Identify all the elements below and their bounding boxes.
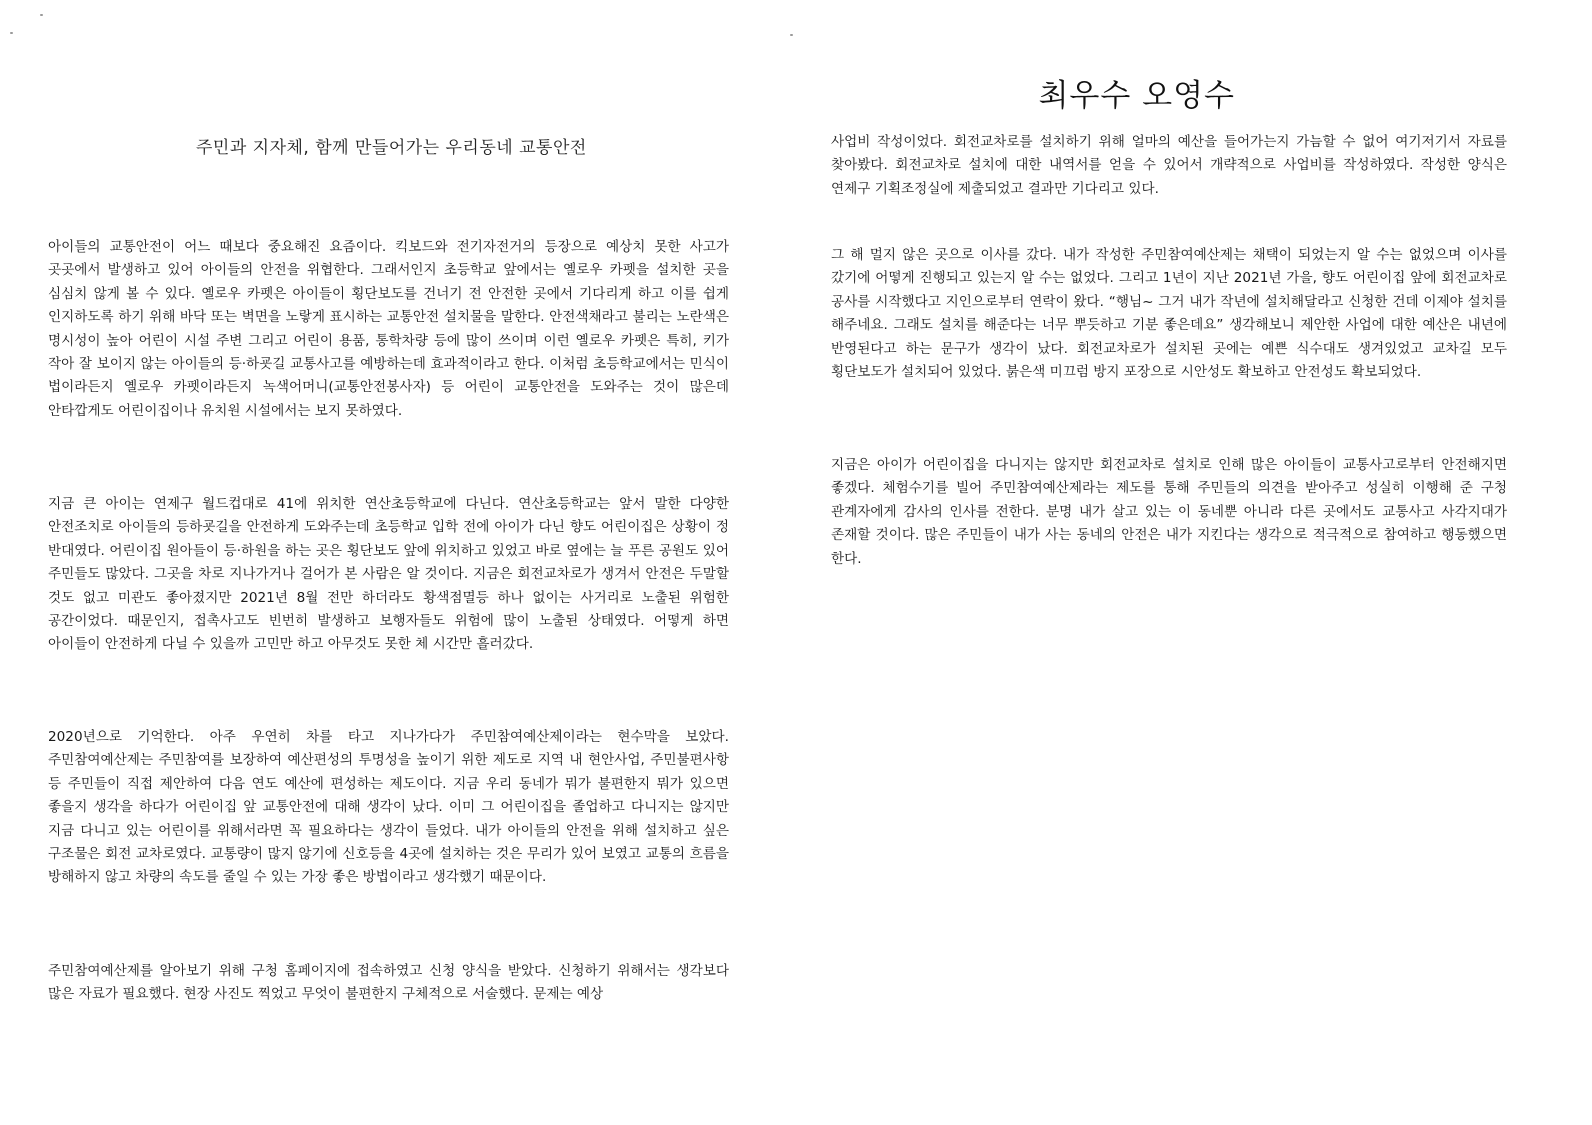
document-title: 주민과 지자체, 함께 만들어가는 우리동네 교통안전	[196, 138, 587, 158]
body-paragraph-7: 지금은 아이가 어린이집을 다니지는 않지만 회전교차로 설치로 인해 많은 아이들이 교통사고로부터 안전해지면 좋겠다. 체험수기를 빌어 주민참여예산제라는 제도를 통해 주민들의 의견을 받아주고 성실히 이행해 준 구청 관계자에게 감사의 인사를 전한다. 분명 내가 살고 있는 이 동네뿐 아니라 다른 곳에서도 교통사고 사각지대가 존재할 것이다. 많은 주민들이 내가 사는 동네의 안전은 내가 지킨다는 생각으로 적극적으로 참여하고 행동했으면 한다.	[831, 457, 1507, 567]
body-paragraph-6: 그 해 멀지 않은 곳으로 이사를 갔다. 내가 작성한 주민참여예산제는 채택이 되었는지 알 수는 없었으며 이사를 갔기에 어떻게 진행되고 있는지 알 수는 없었다. 그리고 1년이 지난 2021년 가을, 향도 어린이집 앞에 회전교차로 공사를 시작했다고 지인으로부터 연락이 왔다. “행님~ 그거 내가 작년에 설치해달라고 신청한 건데 이제야 설치를 해주네요. 그래도 설치를 해준다는 너무 뿌듯하고 기분 좋은데요” 생각해보니 제안한 사업에 대한 예산은 내년에 반영된다고 하는 문구가 생각이 났다. 회전교차로가 설치된 곳에는 예쁜 식수대도 생겨있었고 교차길 모두 횡단보도가 설치되어 있었다. 붉은색 미끄럼 방지 포장으로 시안성도 확보하고 안전성도 확보되었다.	[831, 247, 1507, 381]
right-page	[790, 0, 1592, 1125]
scan-speck	[10, 32, 13, 34]
author-name: 최우수 오영수	[1038, 78, 1235, 114]
body-paragraph-4: 주민참여예산제를 알아보기 위해 구청 홈페이지에 접속하였고 신청 양식을 받았다. 신청하기 위해서는 생각보다 많은 자료가 필요했다. 현장 사진도 찍었고 무엇이 불편한지 구체적으로 서술했다. 문제는 예상	[48, 963, 729, 1003]
left-page	[0, 0, 790, 1125]
body-paragraph-1: 아이들의 교통안전이 어느 때보다 중요해진 요즘이다. 킥보드와 전기자전거의 등장으로 예상치 못한 사고가 곳곳에서 발생하고 있어 아이들의 안전을 위협한다. 그래서인지 초등학교 앞에서는 옐로우 카펫을 설치한 곳을 심심치 않게 볼 수 있다. 옐로우 카펫은 아이들이 횡단보도를 건너기 전 안전한 곳에서 기다리게 하고 이를 쉽게 인지하도록 하기 위해 바닥 또는 벽면을 노랗게 표시하는 교통안전 설치물을 말한다. 안전색채라고 불리는 노란색은 명시성이 높아 어린이 시설 주변 그리고 어린이 용품, 통학차량 등에 많이 쓰이며 이런 옐로우 카펫은 특히, 키가 작아 잘 보이지 않는 아이들의 등·하굣길 교통사고를 예방하는데 효과적이라고 한다. 이처럼 초등학교에서는 민식이 법이라든지 옐로우 카펫이라든지 녹색어머니(교통안전봉사자) 등 어린이 교통안전을 도와주는 것이 많은데 안타깝게도 어린이집이나 유치원 시설에서는 보지 못하였다.	[48, 239, 729, 419]
body-paragraph-2: 지금 큰 아이는 연제구 월드컵대로 41에 위치한 연산초등학교에 다닌다. 연산초등학교는 앞서 말한 다양한 안전조치로 아이들의 등하굣길을 안전하게 도와주는데 초등학교 입학 전에 아이가 다닌 향도 어린이집은 상황이 정 반대였다. 어린이집 원아들이 등·하원을 하는 곳은 횡단보도 앞에 위치하고 있었고 바로 옆에는 늘 푸른 공원도 있어 주민들도 많았다. 그곳을 차로 지나가거나 걸어가 본 사람은 알 것이다. 지금은 회전교차로가 생겨서 안전은 두말할 것도 없고 미관도 좋아졌지만 2021년 8월 전만 하더라도 황색점멸등 하나 없이는 사거리로 노출된 위험한 공간이었다. 때문인지, 접촉사고도 빈번히 발생하고 보행자들도 위험에 많이 노출된 상태였다. 어떻게 하면 아이들이 안전하게 다닐 수 있을까 고민만 하고 아무것도 못한 체 시간만 흘러갔다.	[48, 496, 729, 653]
body-paragraph-3: 2020년으로 기억한다. 아주 우연히 차를 타고 지나가다가 주민참여예산제이라는 현수막을 보았다. 주민참여예산제는 주민참여를 보장하여 예산편성의 투명성을 높이기 위한 제도로 지역 내 현안사업, 주민불편사항 등 주민들이 직접 제안하여 다음 연도 예산에 편성하는 제도이다. 지금 우리 동네가 뭐가 불편한지 뭐가 있으면 좋을지 생각을 하다가 어린이집 앞 교통안전에 대해 생각이 났다. 이미 그 어린이집을 졸업하고 다니지는 않지만 지금 다니고 있는 어린이를 위해서라면 꼭 필요하다는 생각이 들었다. 내가 아이들의 안전을 위해 설치하고 싶은 구조물은 회전 교차로였다. 교통량이 많지 않기에 신호등을 4곳에 설치하는 것은 무리가 있어 보였고 교통의 흐름을 방해하지 않고 차량의 속도를 줄일 수 있는 가장 좋은 방법이라고 생각했기 때문이다.	[48, 729, 729, 886]
scan-speck	[790, 34, 793, 36]
scan-speck	[40, 14, 43, 16]
body-paragraph-5: 사업비 작성이었다. 회전교차로를 설치하기 위해 얼마의 예산을 들어가는지 가늠할 수 없어 여기저기서 자료를 찾아봤다. 회전교차로 설치에 대한 내역서를 얻을 수 있어서 개략적으로 사업비를 작성하였다. 작성한 양식은 연제구 기획조정실에 제출되었고 결과만 기다리고 있다.	[831, 134, 1507, 197]
